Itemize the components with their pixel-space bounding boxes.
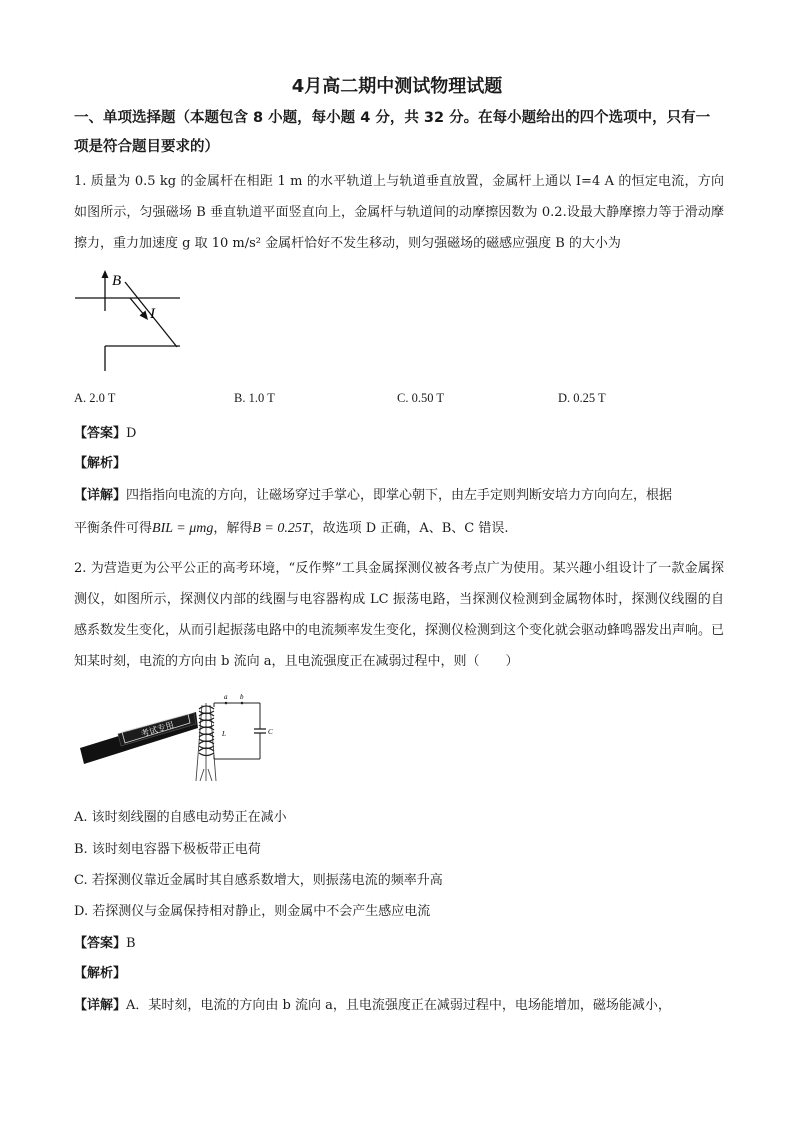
- label-a: a: [224, 693, 228, 701]
- question-2-option-a: A. 该时刻线圈的自感电动势正在减小: [74, 810, 287, 825]
- question-1-option-a: A. 2.0 T: [74, 391, 116, 405]
- formula-result: B = 0.25T: [252, 521, 310, 536]
- page-title: 4月高二期中测试物理试题: [291, 76, 503, 97]
- device-label: 考试专用: [139, 719, 176, 739]
- field-arrowhead: [102, 270, 109, 278]
- label-B: B: [112, 273, 122, 289]
- answer-value: D: [126, 426, 137, 441]
- question-1-analysis-tag: 【解析】: [74, 456, 127, 471]
- question-1-answer: [74, 422, 136, 441]
- lc-circuit-diagram: [192, 689, 282, 783]
- question-1-detail-line-1: 【详解】四指指向电流的方向，让磁场穿过手掌心，即掌心朝下，由左手定则判断安培力方向向左，根据: [74, 488, 673, 503]
- formula-balance: BIL = μmg: [152, 521, 214, 536]
- detail-tag: 【详解】: [74, 998, 127, 1013]
- question-1-option-b: B. 1.0 T: [234, 391, 275, 405]
- answer-tag: 【答案】: [74, 936, 127, 951]
- answer-tag: 【答案】: [74, 426, 127, 441]
- question-2-option-d: D. 若探测仪与金属保持相对静止，则金属中不会产生感应电流: [74, 904, 431, 919]
- question-1-stem: 1. 质量为 0.5 kg 的金属杆在相距 1 m 的水平轨道上与轨道垂直放置，金属杆上通以 I=4 A 的恒定电流，方向如图所示，匀强磁场 B 垂直轨道平面竖直向上，金属杆与轨道间的动摩擦因数为 0.2.设最大静摩擦力等于滑动摩擦力，重力加速度 g 取 10 m/s² 金属杆恰好不发生移动，则匀强磁场的磁感应强度 B 的大小为: [74, 174, 724, 251]
- question-1-detail-line-2: 平衡条件可得BIL = μmg，解得B = 0.25T，故选项 D 正确，A、B、C 错误.: [74, 521, 509, 536]
- answer-value: B: [126, 936, 136, 951]
- metal-detector-image: [78, 690, 208, 770]
- question-1-option-c: C. 0.50 T: [397, 391, 444, 405]
- detail-tag: 【详解】: [74, 488, 127, 503]
- question-2-detail-line-1: 【详解】A．某时刻，电流的方向由 b 流向 a，且电流强度正在减弱过程中，电场能增加，磁场能减小，: [74, 998, 671, 1013]
- question-2-stem: 2. 为营造更为公平公正的高考环境，“反作弊”工具金属探测仪被各考点广为使用。某兴趣小组设计了一款金属探测仪，如图所示，探测仪内部的线圈与电容器构成 LC 振荡电路，当探测仪检测到金属物体时，探测仪线圈的自感系数发生变化，从而引起振荡电路中的电流频率发生变化，探测仪检测到这个变化就会驱动蜂鸣器发出声响。已知某时刻，电流的方向由 b 流向 a，且电流强度正在减弱过程中，则（ ）: [74, 561, 725, 669]
- label-I: I: [150, 306, 155, 322]
- question-2-option-b: B. 该时刻电容器下极板带正电荷: [74, 842, 261, 857]
- question-1-figure: [70, 268, 190, 380]
- section-heading: 一、单项选择题（本题包含 8 小题，每小题 4 分，共 32 分。在每小题给出的四个选项中，只有一项是符合题目要求的）: [74, 110, 711, 155]
- question-2-option-c: C. 若探测仪靠近金属时其自感系数增大，则振荡电流的频率升高: [74, 873, 443, 888]
- label-b: b: [240, 693, 244, 701]
- question-2-answer: [74, 932, 136, 951]
- question-2-analysis-tag: 【解析】: [74, 966, 127, 981]
- question-1-option-d: D. 0.25 T: [558, 391, 606, 405]
- label-C: C: [268, 728, 273, 736]
- label-L: L: [222, 730, 226, 738]
